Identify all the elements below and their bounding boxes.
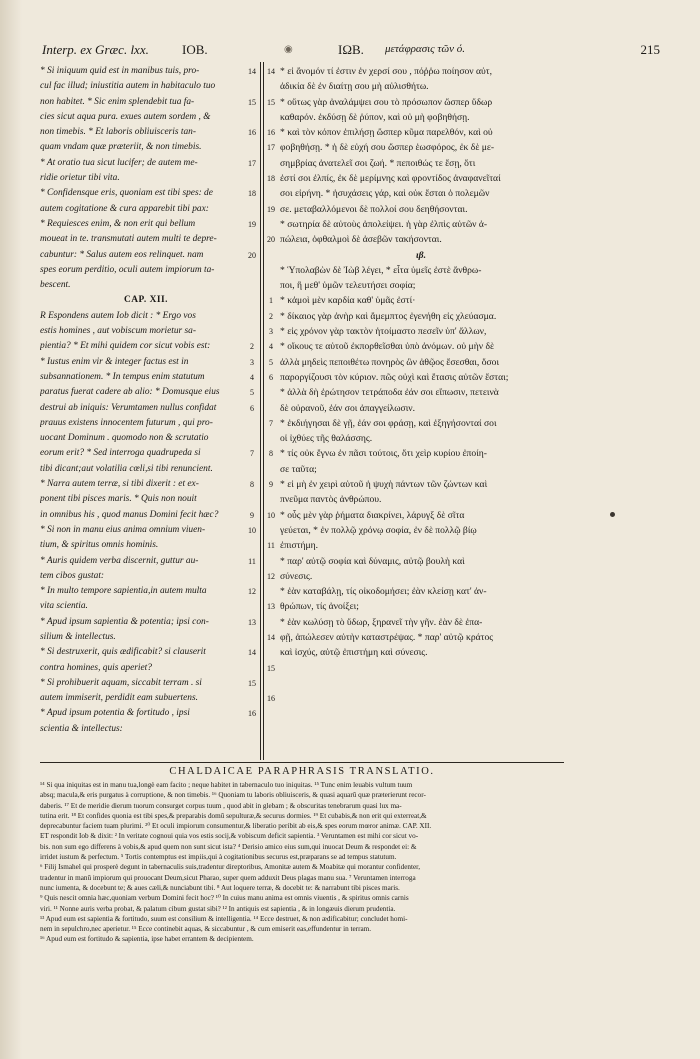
latin-text-line: * Si prohibuerit aquam, siccabit terram . si bbox=[40, 677, 202, 688]
verse-number bbox=[264, 186, 278, 201]
latin-text-line: autem immiserit, perdidit eam subuertens. bbox=[40, 693, 198, 704]
verse-number: 16 bbox=[267, 694, 275, 704]
verse-number: 19 bbox=[248, 219, 256, 229]
verse-number bbox=[264, 706, 278, 721]
latin-text-line: CAP. XII. bbox=[123, 295, 168, 306]
latin-text-line: ponent tibi pisces maris. * Quis non nouit bbox=[40, 494, 197, 505]
latin-text-line: contra homines, quis aperiet? bbox=[40, 662, 152, 673]
greek-text-line: * εἰς χρόνον γὰρ τακτὸν ἡτοίμαστο πεσεῖν ὑπ' ἄλλων, bbox=[280, 326, 487, 338]
latin-text-line: * Si destruxerit, quis ædificabit? si clauserit bbox=[40, 647, 206, 658]
verse-number: 15 bbox=[267, 663, 275, 673]
latin-text-line: in omnibus his , quod manus Domini fecit hæc? bbox=[40, 509, 219, 520]
verse-number: 14 bbox=[248, 648, 256, 658]
greek-text-line: ἐπιστήμη. bbox=[280, 540, 319, 552]
section-title: CHALDAICAE PARAPHRASIS TRANSLATIO. bbox=[169, 766, 435, 777]
verse-number bbox=[246, 309, 258, 324]
greek-text-line: οἱ ἰχθύες τῆς θαλάσσης. bbox=[280, 433, 373, 445]
greek-text-line: * σωτηρία δὲ αὐτοὺς ἀπολείψει. ἡ γὰρ ἐλπὶς αὐτῶν ἀ- bbox=[280, 218, 488, 230]
greek-text-line: * ἀλλὰ δὴ ἐρώτησον τετράποδα ἐάν σοι εἴπωσιν, πετεινὰ bbox=[280, 387, 499, 399]
header-ornament-icon: ◉ bbox=[284, 44, 293, 55]
paraphrase-line: ET respondit Iob & dixit: ² In veritate cognoui quia vos estis socij,& vobiscum deficit sapientia. ³ Veruntamen est mihi cor sicut vo- bbox=[40, 832, 419, 841]
verse-number bbox=[264, 278, 278, 293]
latin-text-line: cabuntur: * Salus autem eos relinquet. nam bbox=[40, 249, 204, 260]
latin-text-line: * Auris quidem verba discernit, guttur au- bbox=[40, 555, 199, 566]
verse-number: 7 bbox=[269, 418, 273, 428]
verse-number: 8 bbox=[269, 449, 273, 459]
verse-number: 10 bbox=[248, 525, 256, 535]
verse-number: 5 bbox=[250, 388, 254, 398]
latin-text-line: destrui ab iniquis: Verumtamen nullus confidat bbox=[40, 402, 217, 413]
verse-number: 16 bbox=[248, 709, 256, 719]
verse-number: 9 bbox=[250, 510, 254, 520]
verse-number bbox=[264, 263, 278, 278]
greek-text-line: πνεῦμα παντὸς ἀνθρώπου. bbox=[280, 494, 382, 506]
latin-text-line: prauus existens innocentem futurum , qui pro- bbox=[40, 417, 213, 428]
verse-number: 11 bbox=[248, 556, 256, 566]
latin-text-line: subsannationem. * In tempus enim statutum bbox=[40, 371, 205, 382]
latin-text-line: vita scientia. bbox=[40, 601, 88, 612]
paraphrase-line: daberis. ¹⁷ Et de meridie dierum tuorum consurget corpus tuum , quod abit in glebam ; & obscuritas tenebrarum quasi lux ma- bbox=[40, 801, 402, 810]
verse-number: 16 bbox=[267, 128, 275, 138]
verse-number: 18 bbox=[267, 174, 275, 184]
verse-number bbox=[246, 79, 258, 94]
section-rule bbox=[40, 762, 564, 763]
verse-number bbox=[264, 523, 278, 538]
greek-text-line: δὲ οὐρανοῦ, ἐάν σοι ἀπαγγείλωσιν. bbox=[280, 402, 416, 414]
latin-text-line: eorum erit? * Sed interroga quadrupeda si bbox=[40, 448, 201, 459]
verse-number: 14 bbox=[267, 632, 275, 642]
verse-number: 5 bbox=[269, 357, 273, 367]
latin-text-line: * Narra autem terræ, si tibi dixerit : et ex- bbox=[40, 479, 199, 490]
greek-text-line: * κἀμοὶ μὲν καρδία καθ' ὑμᾶς ἐστί· bbox=[280, 295, 416, 307]
paraphrase-line: tutina erit. ¹⁸ Et confides quonia est tibi spes,& preparabis domū sepulturæ,& securus dormies. ¹⁹ Et cubabis,& non erit qui exterreat,& bbox=[40, 811, 427, 820]
verse-number bbox=[264, 431, 278, 446]
greek-text-line: καθαρόν. ἐκδύσῃ δὲ ῥύπον, καὶ οὐ μὴ φοβηθήσῃ. bbox=[280, 111, 470, 123]
paraphrase-line: nem in sepulchro,nec aperietur. ¹⁵ Ecce continebit aquas, & siccabuntur , & cum emiserit eas,effundentur in terram. bbox=[40, 925, 372, 934]
greek-text-line: ποι, ἢ μεθ' ὑμῶν τελευτήσει σοφία; bbox=[280, 280, 416, 292]
greek-text-line: σε ταῦτα; bbox=[280, 463, 317, 475]
greek-text-line: * καὶ τὸν κόπον ἐπιλήσῃ ὥσπερ κῦμα παρελθόν, καὶ οὐ bbox=[280, 127, 493, 139]
latin-text-line: tium, & spiritus omnis hominis. bbox=[40, 540, 159, 551]
latin-text-line: spes eorum perditio, oculi autem impiorum ta- bbox=[40, 264, 215, 275]
verse-number: 12 bbox=[267, 571, 275, 581]
verse-number bbox=[246, 630, 258, 645]
verse-number: 3 bbox=[250, 357, 254, 367]
greek-text-line: καὶ ἰσχύς, αὐτῷ ἐπιστήμη καὶ σύνεσις. bbox=[280, 647, 428, 659]
paraphrase-line: ⁶ Filij Ismahel qui prosperè degunt in tabernaculis suis,tradentur direptoribus, Amonitæ autem & Moabitæ qui morantur confidenter, bbox=[40, 863, 421, 872]
greek-text-line: ἀλλὰ μηδεὶς πεποιθέτω πονηρὸς ὢν ἀθῷος ἔσεσθαι, ὅσοι bbox=[280, 356, 500, 368]
greek-text-line: ἐστί σοι ἐλπίς, ἐκ δὲ μερίμνης καὶ φροντίδος ἀναφανεῖταί bbox=[280, 173, 501, 185]
verse-number bbox=[246, 661, 258, 676]
latin-text-line: * Apud ipsum sapientia & potentia; ipsi con- bbox=[40, 616, 209, 627]
verse-number: 13 bbox=[267, 602, 275, 612]
verse-number bbox=[246, 293, 258, 308]
greek-text-line: φοβηθήσῃ. * ἡ δὲ εὐχή σου ὥσπερ ἑωσφόρος, ἐκ δὲ με- bbox=[280, 142, 495, 154]
latin-text-line: paratus fuerat cadere ab alio: * Domusque eius bbox=[40, 387, 220, 398]
verse-number bbox=[264, 676, 278, 691]
latin-text-line: cul fac illud; iniustitia autem in habitaculo tuo bbox=[40, 81, 216, 92]
verse-number bbox=[246, 232, 258, 247]
verse-number bbox=[246, 691, 258, 706]
verse-number bbox=[246, 263, 258, 278]
greek-text-line: * ἐκδιήγησαι δὲ γῇ, ἐάν σοι φράσῃ, καὶ ἐξηγήσονταί σοι bbox=[280, 417, 497, 429]
greek-text-line: * ἐὰν καταβάλῃ, τίς οἰκοδομήσει; ἐὰν κλείσῃ κατ' ἀν- bbox=[280, 586, 487, 598]
verse-number: 20 bbox=[248, 250, 256, 260]
verse-number bbox=[246, 202, 258, 217]
latin-text-line: * Si non in manu eius anima omnium viuen- bbox=[40, 524, 206, 535]
latin-column bbox=[40, 64, 252, 737]
verse-number bbox=[246, 722, 258, 737]
paraphrase-line: nunc iumenta, & docebunt te; & aues cæli,& nunciabunt tibi. ⁸ Aut loquere terræ, & docebit te: & narrabunt tibi pisces maris. bbox=[40, 883, 400, 892]
verse-number: 6 bbox=[250, 403, 254, 413]
latin-text-line: R Espondens autem Iob dicit : * Ergo vos bbox=[40, 310, 196, 321]
verse-number bbox=[264, 645, 278, 660]
verse-number bbox=[246, 492, 258, 507]
verse-number bbox=[246, 140, 258, 155]
verse-number bbox=[264, 110, 278, 125]
greek-text-line: * οὖς μὲν γὰρ ῥήματα διακρίνει, λάρυγξ δὲ σῖτα bbox=[280, 509, 465, 521]
latin-text-line: * Confidensque eris, quoniam est tibi spes: de bbox=[40, 188, 213, 199]
greek-text-line: * παρ' αὐτῷ σοφία καὶ δύναμις, αὐτῷ βουλὴ καὶ bbox=[280, 555, 465, 567]
header-greek-title: μετάφρασις τῶν ό. bbox=[385, 43, 465, 55]
verse-number: 4 bbox=[269, 342, 273, 352]
verse-number bbox=[264, 492, 278, 507]
latin-text-line: non habitet. * Sic enim splendebit tua fa- bbox=[40, 96, 195, 107]
chaldaic-paraphrase-text bbox=[40, 780, 566, 945]
verse-number bbox=[264, 462, 278, 477]
running-header bbox=[42, 40, 660, 62]
header-book-greek: IΩB. bbox=[338, 42, 364, 57]
verse-number bbox=[246, 278, 258, 293]
latin-verse-numbers bbox=[246, 64, 258, 737]
verse-number: 3 bbox=[269, 327, 273, 337]
header-left-title: Interp. ex Græc. lxx. bbox=[42, 42, 149, 57]
ink-speck bbox=[610, 512, 615, 517]
paraphrase-line: absq; macula,& eris purgatus à corruptione, & non timebis. ¹⁶ Quoniam tu laboris obliuisceris, & quasi aquarū quæ præterierunt recor- bbox=[40, 791, 426, 800]
verse-number: 11 bbox=[267, 541, 275, 551]
paraphrase-line: ⁹ Quis nescit omnia hæc,quoniam verbum Domini fecit hoc? ¹⁰ In cuius manu anima est omnis viuentis , & spiritus omnis carnis bbox=[40, 894, 409, 903]
greek-text-line: * οἴκους τε αὐτοῦ ἐκπορθεῖσθαι ὑπὸ ἀνόμων. οὐ μὴν δὲ bbox=[280, 341, 495, 353]
latin-text-line: pientia? * Et mihi quidem cor sicut vobis est: bbox=[40, 341, 211, 352]
verse-number: 6 bbox=[269, 372, 273, 382]
verse-number bbox=[246, 324, 258, 339]
verse-number: 18 bbox=[248, 189, 256, 199]
greek-text-line: ιβ. bbox=[416, 249, 426, 261]
latin-text-line: estis homines , aut vobiscum morietur sa- bbox=[40, 326, 196, 337]
latin-text-line: * Requiesces enim, & non erit qui bellum bbox=[40, 218, 196, 229]
paraphrase-line: ¹⁴ Si qua iniquitas est in manu tua,longè eam facito ; neque habitet in tabernaculo tuo iniquitas. ¹⁵ Tunc enim leuabis vultum tuum bbox=[40, 781, 413, 789]
latin-text-line: moueat in te. transmutati autem multi te depre- bbox=[40, 234, 217, 245]
latin-text-line: tem cibos gustat: bbox=[40, 570, 105, 581]
verse-number: 15 bbox=[248, 97, 256, 107]
latin-text-line: ridie orietur tibi vita. bbox=[40, 173, 120, 184]
latin-text-line: * Apud ipsum potentia & fortitudo , ipsi bbox=[40, 708, 190, 719]
greek-text-line: * εἰ μὴ ἐν χειρὶ αὐτοῦ ἡ ψυχὴ πάντων τῶν ζώντων καὶ bbox=[280, 479, 488, 491]
verse-number: 2 bbox=[250, 342, 254, 352]
verse-number bbox=[246, 569, 258, 584]
greek-text-line: * οὕτως γὰρ ἀναλάμψει σου τὸ πρόσωπον ὥσπερ ὕδωρ bbox=[280, 96, 493, 108]
verse-number: 13 bbox=[248, 617, 256, 627]
verse-number bbox=[246, 599, 258, 614]
verse-number: 10 bbox=[267, 510, 275, 520]
greek-text-line: * δίκαιος γὰρ ἀνὴρ καὶ ἄμεμπτος ἐγενήθη εἰς χλεύασμα. bbox=[280, 310, 497, 322]
verse-number: 20 bbox=[267, 235, 275, 245]
latin-text-line: quam vndam quæ præteriit, & non timebis. bbox=[40, 142, 202, 153]
verse-number bbox=[264, 385, 278, 400]
verse-number: 14 bbox=[248, 67, 256, 76]
paraphrase-line: deprecabuntur faciem tuam plurimi. ²⁰ Et oculi impiorum consumentur,& liberatio peribit ab eis,& spes eorum mœror animæ. CAP. XII. bbox=[40, 822, 432, 831]
verse-number bbox=[264, 554, 278, 569]
greek-text-line: σημβρίας ἀνατελεῖ σοι ζωή. * πεποιθώς τε ἔσῃ, ὅτι bbox=[280, 157, 476, 169]
verse-number: 16 bbox=[248, 128, 256, 138]
greek-text-line: παροργίζουσι τὸν κύριον. πῶς οὐχὶ καὶ ἔτασις αὐτῶν ἔσται; bbox=[280, 371, 509, 383]
greek-column bbox=[280, 64, 562, 661]
greek-text-line: γεύεται, * ἐν πολλῷ χρόνῳ σοφία, ἐν δὲ πολλῷ βίῳ bbox=[280, 524, 477, 536]
greek-text-line: σύνεσις. bbox=[280, 570, 313, 582]
verse-number: 7 bbox=[250, 449, 254, 459]
latin-text-line: * At oratio tua sicut lucifer; de autem me- bbox=[40, 157, 198, 168]
greek-text-line: * Ὑπολαβὼν δὲ Ἰὼβ λέγει, * εἶτα ὑμεῖς ἐστὲ ἄνθρω- bbox=[280, 264, 482, 276]
greek-verse-numbers bbox=[264, 64, 278, 722]
latin-text-line: bescent. bbox=[40, 280, 71, 291]
latin-text-line: * Si iniquum quid est in manibus tuis, pro- bbox=[40, 66, 200, 76]
verse-number: 19 bbox=[267, 204, 275, 214]
verse-number bbox=[264, 79, 278, 94]
verse-number bbox=[264, 615, 278, 630]
verse-number bbox=[246, 538, 258, 553]
verse-number: 17 bbox=[248, 158, 256, 168]
greek-text-line: πώλεια, ὀφθαλμοὶ δὲ ἀσεβῶν τακήσονται. bbox=[280, 234, 442, 246]
verse-number bbox=[264, 156, 278, 171]
verse-number: 2 bbox=[269, 311, 273, 321]
verse-number bbox=[264, 584, 278, 599]
paraphrase-line: bis. non sum ego differens à vobis,& apud quem non sunt sicut ista? ⁴ Derisio amico eius sum,qui inuocat Deum & respondet ei: & bbox=[40, 842, 417, 851]
greek-text-line: * τίς οὐκ ἔγνω ἐν πᾶσι τούτοις, ὅτι χεὶρ κυρίου ἐποίη- bbox=[280, 448, 487, 460]
verse-number: 4 bbox=[250, 372, 254, 382]
latin-text-line: * In multo tempore sapientia,in autem multa bbox=[40, 586, 207, 597]
greek-text-line: σοι εἰρήνη. * ἡσυχάσεις γάρ, καὶ οὐκ ἔσται ὁ πολεμῶν bbox=[280, 188, 490, 200]
verse-number bbox=[264, 248, 278, 263]
folio-number: 215 bbox=[640, 42, 660, 57]
verse-number: 17 bbox=[267, 143, 275, 153]
paraphrase-line: tradentur in manū impiorum qui prouocant Deum,sicut Pharao, super quem adduxit Deus plagas manu sua. ⁷ Veruntamen interroga bbox=[40, 873, 416, 882]
verse-number bbox=[246, 462, 258, 477]
verse-number bbox=[246, 431, 258, 446]
latin-text-line: cies sicut aqua pura. exues autem sordem , & bbox=[40, 111, 211, 122]
verse-number bbox=[264, 401, 278, 416]
verse-number bbox=[264, 217, 278, 232]
verse-number: 8 bbox=[250, 480, 254, 490]
verse-number bbox=[246, 416, 258, 431]
verse-number: 9 bbox=[269, 480, 273, 490]
verse-number bbox=[246, 110, 258, 125]
greek-text-line: σε. μεταβαλλόμενοι δὲ πολλοί σου δεηθήσονται. bbox=[280, 203, 468, 215]
greek-text-line: ἀδικία δὲ ἐν διαίτῃ σου μὴ αὐλισθήτω. bbox=[280, 81, 429, 93]
verse-number: 15 bbox=[267, 97, 275, 107]
latin-text-line: silium & intellectus. bbox=[40, 631, 116, 642]
verse-number bbox=[246, 171, 258, 186]
greek-text-line: * εἰ ἄνομόν τί ἐστιν ἐν χερσί σου , πόῤῥω ποίησον αὐτ, bbox=[280, 66, 493, 77]
paraphrase-line: ¹³ Apud eum est sapientia & fortitudo, suum est consilium & intelligentia. ¹⁴ Ecce destruet, & non ædificabitur; concludet homi- bbox=[40, 914, 408, 923]
greek-text-line: φῇ, ἀπώλεσεν αὐτὴν καταστρέψας. * παρ' αὐτῷ κράτος bbox=[280, 631, 494, 643]
latin-text-line: non timebis. * Et laboris obliuisceris tan- bbox=[40, 127, 196, 138]
paraphrase-line: ¹⁶ Apud eum est fortitudo & sapientia, ipse habet errantem & decipientem. bbox=[40, 935, 254, 944]
verse-number: 14 bbox=[267, 67, 275, 76]
greek-text-line: * ἐὰν κωλύσῃ τὸ ὕδωρ, ξηρανεῖ τὴν γῆν. ἐὰν δὲ ἐπα- bbox=[280, 616, 483, 628]
latin-text-line: tibi dicant;aut volatilia cœli,si tibi renuncient. bbox=[40, 463, 213, 474]
paraphrase-line: viri. ¹¹ Nonne auris verba probat, & palatum cibum gustat sibi? ¹² In antiquis est sapientia , & in longæuis dierum prudentia. bbox=[40, 904, 396, 913]
latin-text-line: autem cogitatione & cura apparebit tibi pax: bbox=[40, 203, 209, 214]
header-book-latin: IOB. bbox=[182, 42, 208, 57]
latin-text-line: uocant Dominum . quomodo non & scrutatio bbox=[40, 433, 209, 444]
greek-text-line: θρώπων, τίς ἀνοίξει; bbox=[280, 601, 359, 613]
latin-text-line: scientia & intellectus: bbox=[40, 723, 123, 734]
verse-number: 15 bbox=[248, 678, 256, 688]
paraphrase-line: irridet iustum & perfectum. ⁵ Tortis contemptus est impiis,qui à cogitationibus securus est,præparans se ad tempus statutum. bbox=[40, 853, 397, 862]
verse-number: 12 bbox=[248, 587, 256, 597]
page-gutter-shadow bbox=[0, 0, 22, 1059]
verse-number: 1 bbox=[269, 296, 273, 306]
latin-text-line: * Iustus enim vir & integer factus est in bbox=[40, 356, 189, 367]
column-divider bbox=[260, 62, 261, 760]
